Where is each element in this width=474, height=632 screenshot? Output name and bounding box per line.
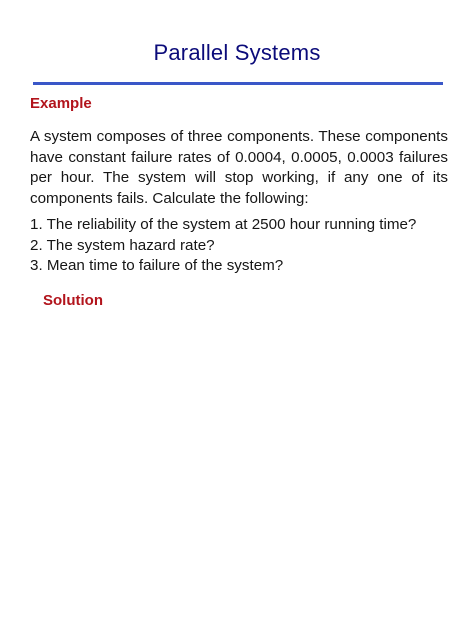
title-underline xyxy=(33,82,443,85)
question-item: 3. Mean time to failure of the system? xyxy=(30,257,284,274)
question-list xyxy=(30,215,460,277)
question-item: 2. The system hazard rate? xyxy=(30,236,215,254)
solution-heading: Solution xyxy=(43,292,103,309)
example-heading: Example xyxy=(30,95,92,112)
question-item: 1. The reliability of the system at 2500 hour running time? xyxy=(30,216,417,233)
slide-title: Parallel Systems xyxy=(153,40,321,65)
problem-paragraph: A system composes of three components. These components have constant failure rates of 0.0004, 0.0005, 0.0003 failures per hour. The system will stop working, if any one of its components fails. Calculate the following: xyxy=(30,128,448,207)
